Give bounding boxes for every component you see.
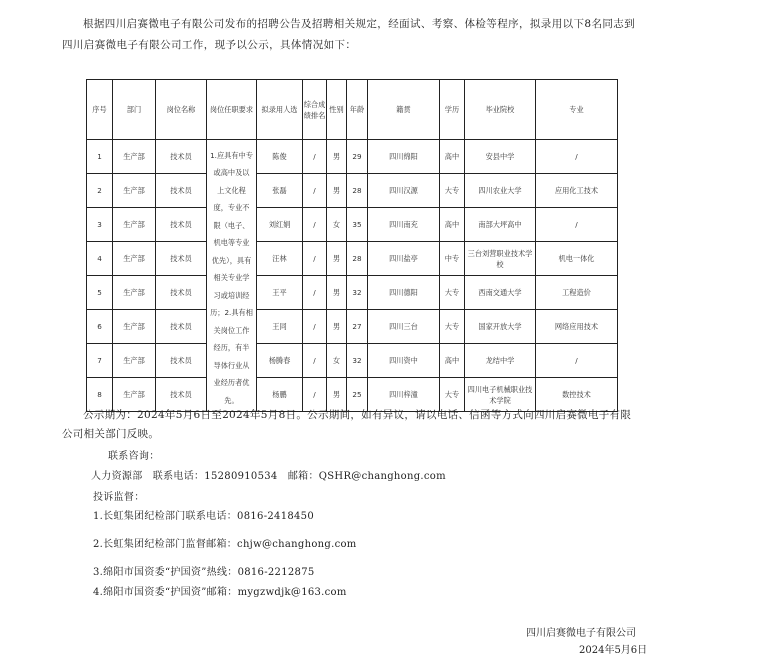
cell-rank: / <box>303 344 327 378</box>
cell-origin: 四川汉源 <box>368 174 440 208</box>
notice-paragraph: 公示期为：2024年5月6日至2024年5月8日。公示期间，如有异议，请以电话、信函等方式向四川启赛微电子有限公司相关部门反映。 <box>62 409 632 440</box>
cell-edu: 高中 <box>440 140 465 174</box>
cell-dept: 生产部 <box>113 310 156 344</box>
header-major: 专业 <box>536 80 618 140</box>
cell-major: / <box>536 140 618 174</box>
cell-rank: / <box>303 276 327 310</box>
cell-rank: / <box>303 242 327 276</box>
cell-edu: 大专 <box>440 276 465 310</box>
complaint-item: 1.长虹集团纪检部门联系电话：0816-2418450 <box>93 511 315 522</box>
table-row <box>87 344 618 378</box>
cell-major: / <box>536 344 618 378</box>
signature-date: 2024年5月6日 <box>579 645 648 656</box>
cell-origin: 四川资中 <box>368 344 440 378</box>
cell-school: 四川电子机械职业技术学院 <box>465 378 536 412</box>
header-name: 拟录用人选 <box>257 80 303 140</box>
table-header-row <box>87 80 618 140</box>
cell-origin: 四川绵阳 <box>368 140 440 174</box>
cell-age: 25 <box>347 378 368 412</box>
cell-rank: / <box>303 310 327 344</box>
contact-hr: 人力资源部 联系电话：15280910534 邮箱：QSHR@changhong.com <box>91 471 446 482</box>
cell-dept: 生产部 <box>113 208 156 242</box>
cell-edu: 中专 <box>440 242 465 276</box>
table-row <box>87 140 618 174</box>
cell-major: / <box>536 208 618 242</box>
cell-post: 技术员 <box>156 140 207 174</box>
cell-age: 28 <box>347 242 368 276</box>
cell-rank: / <box>303 140 327 174</box>
cell-name: 王平 <box>257 276 303 310</box>
cell-post: 技术员 <box>156 378 207 412</box>
cell-major: 机电一体化 <box>536 242 618 276</box>
header-no: 序号 <box>87 80 113 140</box>
cell-school: 安县中学 <box>465 140 536 174</box>
cell-age: 32 <box>347 276 368 310</box>
cell-school: 西南交通大学 <box>465 276 536 310</box>
header-rank: 综合成绩排名 <box>303 80 327 140</box>
cell-post: 技术员 <box>156 276 207 310</box>
cell-school: 龙结中学 <box>465 344 536 378</box>
intro-paragraph: 根据四川启赛微电子有限公司发布的招聘公告及招聘相关规定，经面试、考察、体检等程序，拟录用以下8名同志到四川启赛微电子有限公司工作，现予以公示，具体情况如下： <box>62 18 636 51</box>
table-row <box>87 276 618 310</box>
cell-gender: 女 <box>327 344 347 378</box>
complaint-item: 3.绵阳市国资委“护国资”热线：0816-2212875 <box>93 567 315 578</box>
cell-age: 28 <box>347 174 368 208</box>
cell-name: 陈俊 <box>257 140 303 174</box>
cell-school: 三台刘营职业技术学校 <box>465 242 536 276</box>
header-edu: 学历 <box>440 80 465 140</box>
complaint-title: 投诉监督： <box>93 492 145 503</box>
cell-no: 7 <box>87 344 113 378</box>
cell-gender: 男 <box>327 310 347 344</box>
table-row <box>87 242 618 276</box>
cell-rank: / <box>303 208 327 242</box>
cell-post: 技术员 <box>156 208 207 242</box>
cell-dept: 生产部 <box>113 242 156 276</box>
cell-name: 张磊 <box>257 174 303 208</box>
cell-origin: 四川盐亭 <box>368 242 440 276</box>
cell-no: 8 <box>87 378 113 412</box>
cell-no: 3 <box>87 208 113 242</box>
cell-post: 技术员 <box>156 174 207 208</box>
cell-no: 6 <box>87 310 113 344</box>
cell-gender: 男 <box>327 378 347 412</box>
table-row <box>87 174 618 208</box>
header-school: 毕业院校 <box>465 80 536 140</box>
cell-dept: 生产部 <box>113 344 156 378</box>
cell-dept: 生产部 <box>113 378 156 412</box>
candidate-table <box>86 79 618 412</box>
cell-gender: 男 <box>327 276 347 310</box>
cell-school: 国家开放大学 <box>465 310 536 344</box>
cell-post: 技术员 <box>156 344 207 378</box>
header-origin: 籍贯 <box>368 80 440 140</box>
header-req: 岗位任职要求 <box>207 80 257 140</box>
cell-no: 4 <box>87 242 113 276</box>
cell-gender: 男 <box>327 140 347 174</box>
cell-no: 5 <box>87 276 113 310</box>
cell-name: 刘红娟 <box>257 208 303 242</box>
cell-gender: 女 <box>327 208 347 242</box>
cell-name: 王同 <box>257 310 303 344</box>
cell-post: 技术员 <box>156 310 207 344</box>
cell-major: 数控技术 <box>536 378 618 412</box>
cell-name: 杨鹏 <box>257 378 303 412</box>
cell-post: 技术员 <box>156 242 207 276</box>
cell-name: 杨腾春 <box>257 344 303 378</box>
cell-school: 四川农业大学 <box>465 174 536 208</box>
complaint-item: 2.长虹集团纪检部门监督邮箱：chjw@changhong.com <box>93 539 357 550</box>
cell-origin: 四川三台 <box>368 310 440 344</box>
contact-title: 联系咨询： <box>108 451 160 462</box>
table-row <box>87 208 618 242</box>
signature-company: 四川启赛微电子有限公司 <box>526 628 636 639</box>
cell-origin: 四川梓潼 <box>368 378 440 412</box>
complaint-item: 4.绵阳市国资委“护国资”邮箱：mygzwdjk@163.com <box>93 587 347 598</box>
cell-edu: 高中 <box>440 344 465 378</box>
header-age: 年龄 <box>347 80 368 140</box>
cell-edu: 大专 <box>440 310 465 344</box>
cell-requirements: 1.应具有中专或高中及以上文化程度，专业不限（电子、机电等专业优先），具有相关专业学习或培训经历；2.具有相关岗位工作经历，有半导体行业从业经历者优先。 <box>207 140 257 412</box>
header-post: 岗位名称 <box>156 80 207 140</box>
cell-age: 32 <box>347 344 368 378</box>
cell-dept: 生产部 <box>113 174 156 208</box>
cell-no: 2 <box>87 174 113 208</box>
cell-edu: 大专 <box>440 174 465 208</box>
cell-dept: 生产部 <box>113 140 156 174</box>
cell-gender: 男 <box>327 242 347 276</box>
cell-name: 汪林 <box>257 242 303 276</box>
cell-origin: 四川南充 <box>368 208 440 242</box>
cell-rank: / <box>303 378 327 412</box>
cell-dept: 生产部 <box>113 276 156 310</box>
header-gender: 性别 <box>327 80 347 140</box>
cell-gender: 男 <box>327 174 347 208</box>
table-row <box>87 310 618 344</box>
cell-school: 南部大坪高中 <box>465 208 536 242</box>
cell-rank: / <box>303 174 327 208</box>
cell-major: 网络应用技术 <box>536 310 618 344</box>
header-dept: 部门 <box>113 80 156 140</box>
cell-edu: 高中 <box>440 208 465 242</box>
cell-origin: 四川德阳 <box>368 276 440 310</box>
cell-major: 工程造价 <box>536 276 618 310</box>
cell-age: 29 <box>347 140 368 174</box>
cell-edu: 大专 <box>440 378 465 412</box>
cell-age: 27 <box>347 310 368 344</box>
cell-no: 1 <box>87 140 113 174</box>
cell-major: 应用化工技术 <box>536 174 618 208</box>
cell-age: 35 <box>347 208 368 242</box>
